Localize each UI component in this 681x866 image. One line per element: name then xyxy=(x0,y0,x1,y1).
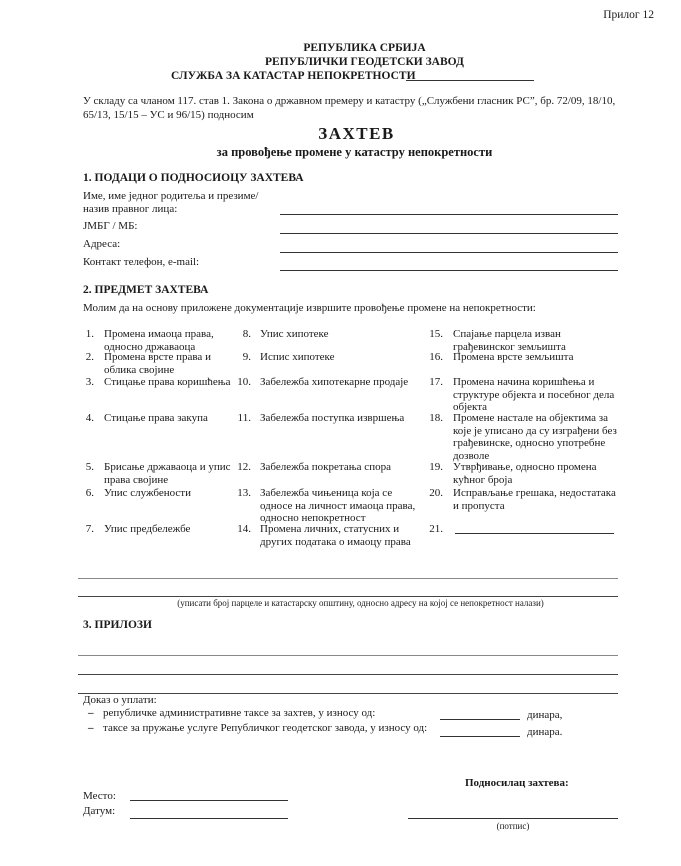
request-item-text: Промена врсте права и облика својине xyxy=(104,351,211,376)
payment-row1-amount-line[interactable] xyxy=(440,719,520,720)
field-name-label-2: назив правног лица: xyxy=(83,203,178,215)
intro-line1: У складу са чланом 117. став 1. Закона о државном премеру и катастру („Службени гласник РС”, бр. 72/09, 18/10, xyxy=(83,95,616,107)
header-institute: РЕПУБЛИЧКИ ГЕОДЕТСКИ ЗАВОД xyxy=(265,56,464,68)
request-item-text: Исправљање грешака, недостатака и пропуста xyxy=(453,487,616,512)
section2-heading: 2. ПРЕДМЕТ ЗАХТЕВА xyxy=(83,284,209,296)
request-item-text: Испис хипотеке xyxy=(260,351,335,363)
request-item-number: 14. xyxy=(237,523,251,535)
field-jmbg-label: ЈМБГ / МБ: xyxy=(83,220,138,232)
date-input-line[interactable] xyxy=(130,818,288,819)
signature-caption: (потпис) xyxy=(496,821,530,831)
request-item-text: Стицање права коришћења xyxy=(104,376,231,388)
request-item-text: Забележба поступка извршења xyxy=(260,412,405,424)
request-item-text: Забележба хипотекарне продаје xyxy=(260,376,409,388)
request-item-number: 12. xyxy=(237,461,251,473)
signature-line[interactable] xyxy=(408,818,618,819)
payment-row1-currency: динара, xyxy=(527,709,563,721)
request-item-text: Стицање права закупа xyxy=(104,412,208,424)
payment-row2-currency: динара. xyxy=(527,726,563,738)
request-item-number: 11. xyxy=(237,412,251,424)
request-item-text: Забележба покретања спора xyxy=(260,461,391,473)
field-address-label: Адреса: xyxy=(83,238,121,250)
address-input-line[interactable] xyxy=(280,252,618,253)
request-item-text: Спајање парцела изван грађевинског земљишта xyxy=(453,328,566,353)
contact-input-line[interactable] xyxy=(280,270,618,271)
request-item-number: 17. xyxy=(429,376,443,388)
section3-heading: 3. ПРИЛОЗИ xyxy=(83,619,152,631)
payment-label: Доказ о уплати: xyxy=(83,694,157,706)
request-item-number: 21. xyxy=(429,523,443,535)
payment-row2-amount-line[interactable] xyxy=(440,736,520,737)
request-item-text: Брисање државаоца и упис права својине xyxy=(104,461,231,486)
location-note: (уписати број парцеле и катастарску општину, односно адресу на којој се непокретност налази) xyxy=(177,598,544,608)
request-item-text: Упис хипотеке xyxy=(260,328,329,340)
date-label: Датум: xyxy=(83,805,116,817)
header-service: СЛУЖБА ЗА КАТАСТАР НЕПОКРЕТНОСТИ xyxy=(171,70,416,82)
service-office-field[interactable] xyxy=(406,80,534,81)
request-item-number: 4. xyxy=(85,412,94,424)
item-21-input-line[interactable] xyxy=(455,533,614,534)
request-item-number: 9. xyxy=(242,351,251,363)
request-item-number: 16. xyxy=(429,351,443,363)
attachments-line-1[interactable] xyxy=(78,655,618,656)
place-label: Место: xyxy=(83,790,116,802)
payment-row2-text: таксе за пружање услуге Републичког геодетског завода, у износу од: xyxy=(103,722,428,734)
request-item-text: Забележба чињеница која се односе на личност имаоца права, односно непокретност xyxy=(260,487,416,524)
field-name-label-1: Име, име једног родитеља и презиме/ xyxy=(83,190,259,202)
jmbg-input-line[interactable] xyxy=(280,233,618,234)
request-item-number: 15. xyxy=(429,328,443,340)
payment-row1-dash: – xyxy=(88,707,94,719)
document-subtitle: за провођење промене у катастру непокретности xyxy=(216,145,493,159)
appendix-label: Прилог 12 xyxy=(603,9,654,21)
request-item-number: 6. xyxy=(85,487,94,499)
location-line-1[interactable] xyxy=(78,578,618,579)
request-item-number: 1. xyxy=(85,328,94,340)
location-line-2[interactable] xyxy=(78,596,618,597)
section2-intro: Молим да на основу приложене документације извршите провођење промене на непокретности: xyxy=(83,302,536,314)
intro-line2: 65/13, 15/15 – УС и 96/15) подносим xyxy=(83,109,254,121)
request-item-number: 3. xyxy=(85,376,94,388)
request-item-number: 19. xyxy=(429,461,443,473)
request-item-number: 20. xyxy=(429,487,443,499)
section1-heading: 1. ПОДАЦИ О ПОДНОСИОЦУ ЗАХТЕВА xyxy=(83,172,304,184)
request-item-text: Промене настале на објектима за које је уписано да су изграђени без грађевинске, односно употребне дозволе xyxy=(453,412,617,462)
request-item-text: Промена начина коришћења и структуре објекта и посебног дела објекта xyxy=(453,376,615,413)
request-item-text: Промена врсте земљишта xyxy=(453,351,574,363)
applicant-label: Подносилац захтева: xyxy=(465,777,569,789)
header-republic: РЕПУБЛИКА СРБИЈА xyxy=(303,42,426,54)
request-item-number: 10. xyxy=(237,376,251,388)
request-item-number: 5. xyxy=(85,461,94,473)
attachments-line-3[interactable] xyxy=(78,693,618,694)
request-item-number: 7. xyxy=(85,523,94,535)
field-contact-label: Контакт телефон, e-mail: xyxy=(83,256,200,268)
attachments-line-2[interactable] xyxy=(78,674,618,675)
document-title: ЗАХТЕВ xyxy=(318,124,395,143)
payment-row2-dash: – xyxy=(88,722,94,734)
payment-row1-text: републичке административне таксе за захтев, у износу од: xyxy=(103,707,376,719)
request-item-text: Упис предбележбе xyxy=(104,523,191,535)
name-input-line[interactable] xyxy=(280,214,618,215)
request-item-text: Промена личних, статусних и других података о имаоцу права xyxy=(260,523,411,548)
place-input-line[interactable] xyxy=(130,800,288,801)
request-item-number: 2. xyxy=(85,351,94,363)
request-item-number: 8. xyxy=(242,328,251,340)
request-item-text: Промена имаоца права, односно државаоца xyxy=(104,328,214,353)
request-item-number: 18. xyxy=(429,412,443,424)
request-item-number: 13. xyxy=(237,487,251,499)
request-item-text: Утврђивање, односно промена кућног броја xyxy=(453,461,597,486)
request-item-text: Упис службености xyxy=(104,487,191,499)
